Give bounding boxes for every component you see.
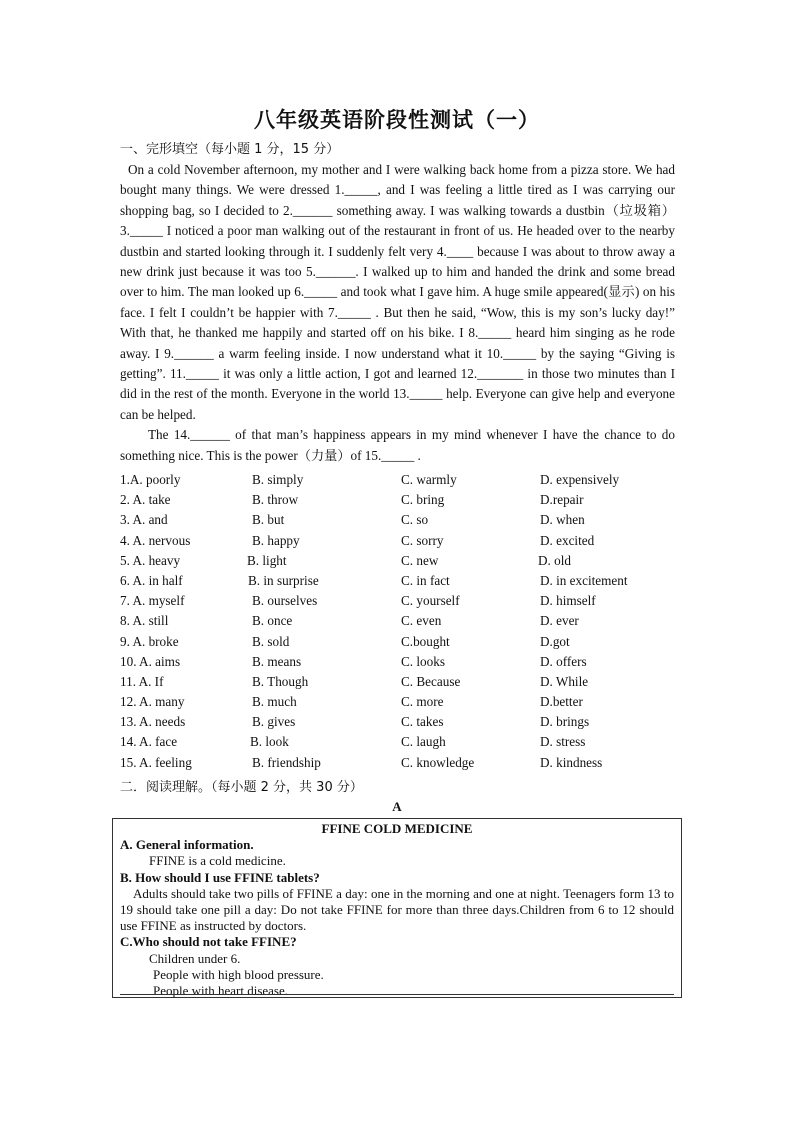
passage-paragraph-1: On a cold November afternoon, my mother and I were walking back home from a pizza store. We had bought many things. We were dressed 1._____, and I was feeling a little tired as I was carrying our shopping bag, so I decided to 2.______ something away. I was walking towards a dustbin（垃圾箱）3._____ I noticed a poor man walking out of the restaurant in front of us. He headed over to the nearby dustbin and started looking through it. I suddenly felt very 4.____ because I was about to throw away a new drink just because it was too 5.______. I walked up to him and handed the drink and some bread over to him. The man looked up 6._____ and took what I gave him. A huge smile appeared(显示) on his face. I felt I couldn’t be happier with 7._____ . But then he said, “Wow, this is my son’s lucky day!” With that, he thanked me happily and started off on his bike. I 8._____ heard him singing as he rode away. I 9.______ a warm feeling inside. I now understand what it 10._____ by the saying “Giving is getting”. 11._____ it was only a little action, I got and learned 12._______ in those two minutes than I did in the rest of the month. Everyone in the world 13._____ help. Everyone can give help and everyone can be helped. xyxy=(120,162,675,422)
option-row xyxy=(120,551,680,571)
option-d: D.repair xyxy=(540,492,584,508)
option-row xyxy=(120,510,680,530)
option-row xyxy=(120,632,680,652)
option-a: 4. A. nervous xyxy=(120,532,191,548)
notice-heading-c: C.Who should not take FFINE? xyxy=(120,934,297,950)
option-d: D. himself xyxy=(540,593,596,609)
option-b: B. in surprise xyxy=(248,572,319,588)
option-b: B. light xyxy=(247,552,287,568)
option-c: C. even xyxy=(401,613,442,629)
part-label: A xyxy=(392,799,402,814)
option-b: B. friendship xyxy=(252,754,321,770)
option-a: 14. A. face xyxy=(120,734,178,750)
option-a: 8. A. still xyxy=(120,613,169,629)
notice-item: Children under 6. xyxy=(149,950,241,966)
option-c: C. yourself xyxy=(401,593,460,609)
option-b: B. Though xyxy=(252,673,309,689)
option-c: C. warmly xyxy=(401,472,457,487)
option-c: C.bought xyxy=(401,633,450,649)
option-b: B. simply xyxy=(252,472,304,487)
option-a: 13. A. needs xyxy=(120,714,186,730)
option-d: D. when xyxy=(540,512,585,528)
option-a: 5. A. heavy xyxy=(120,552,181,568)
option-c: C. more xyxy=(401,694,444,710)
option-b: B. but xyxy=(252,512,285,528)
option-d: D.better xyxy=(540,694,583,710)
option-d: D. stress xyxy=(540,734,586,750)
option-row xyxy=(120,531,680,551)
option-row xyxy=(120,712,680,732)
option-d: D. kindness xyxy=(540,754,603,770)
option-b: B. once xyxy=(252,613,293,629)
option-d: D. excited xyxy=(540,532,595,548)
option-row xyxy=(120,571,680,591)
passage-paragraph-2: The 14.______ of that man’s happiness appears in my mind whenever I have the chance to do something nice. This is the power（力量）of 15._____ . xyxy=(120,427,675,463)
notice-item: People with high blood pressure. xyxy=(153,966,324,982)
section-1-heading: 一、完形填空（每小题 1 分，15 分） xyxy=(120,142,340,157)
option-c: C. so xyxy=(401,512,429,528)
option-row xyxy=(120,652,680,672)
option-c: C. bring xyxy=(401,492,445,508)
option-b: B. ourselves xyxy=(252,593,318,609)
page-title: 八年级英语阶段性测试（一） xyxy=(254,108,540,132)
option-d: D. old xyxy=(538,552,571,568)
option-b: B. gives xyxy=(252,714,296,730)
option-c: C. new xyxy=(401,552,439,568)
option-a: 3. A. and xyxy=(120,512,168,528)
option-d: D. brings xyxy=(540,714,590,730)
option-a: 15. A. feeling xyxy=(120,754,192,770)
option-c: C. looks xyxy=(401,653,445,669)
cloze-passage xyxy=(120,160,675,466)
option-c: C. Because xyxy=(401,673,461,689)
option-a: 2. A. take xyxy=(120,492,171,508)
option-d: D. expensively xyxy=(540,472,620,487)
option-d: D.got xyxy=(540,633,570,649)
option-a: 7. A. myself xyxy=(120,593,185,609)
option-b: B. means xyxy=(252,653,302,669)
option-a: 12. A. many xyxy=(120,694,185,710)
medicine-notice xyxy=(112,818,682,998)
option-b: B. throw xyxy=(252,492,299,508)
option-row xyxy=(120,732,680,752)
option-c: C. sorry xyxy=(401,532,444,548)
option-row xyxy=(120,672,680,692)
option-a: 10. A. aims xyxy=(120,653,181,669)
option-row xyxy=(120,753,680,773)
option-a: 1.A. poorly xyxy=(120,472,181,487)
option-row xyxy=(120,611,680,631)
option-row xyxy=(120,470,680,490)
option-c: C. in fact xyxy=(401,572,450,588)
notice-heading-b: B. How should I use FFINE tablets? xyxy=(120,869,320,885)
notice-title: FFINE COLD MEDICINE xyxy=(321,821,473,836)
section-2-heading: 二．阅读理解。（每小题 2 分，共 30 分） xyxy=(120,780,363,795)
option-b: B. look xyxy=(250,734,289,750)
option-b: B. much xyxy=(252,694,297,710)
notice-bottom-rule xyxy=(120,994,674,995)
option-d: D. offers xyxy=(540,653,587,669)
option-c: C. takes xyxy=(401,714,444,730)
option-a: 6. A. in half xyxy=(120,572,183,588)
option-c: C. knowledge xyxy=(401,754,475,770)
option-c: C. laugh xyxy=(401,734,446,750)
notice-usage-text: Adults should take two pills of FFINE a day: one in the morning and one at night. Teenagers form 13 to 19 should take one pill a day: Do not take FFINE for more than three days.Children from 6 to 12 should use FFINE as instructed by doctors. xyxy=(120,885,674,934)
option-b: B. happy xyxy=(252,532,300,548)
option-d: D. ever xyxy=(540,613,579,629)
notice-heading-a: A. General information. xyxy=(120,837,254,853)
options-list xyxy=(120,470,680,773)
notice-general-text: FFINE is a cold medicine. xyxy=(149,853,286,869)
option-row xyxy=(120,692,680,712)
option-b: B. sold xyxy=(252,633,290,649)
option-d: D. While xyxy=(540,673,589,689)
option-row xyxy=(120,490,680,510)
option-a: 11. A. If xyxy=(120,673,164,689)
option-a: 9. A. broke xyxy=(120,633,179,649)
option-row xyxy=(120,591,680,611)
option-d: D. in excitement xyxy=(540,572,628,588)
notice-item: People with heart disease. xyxy=(153,983,289,999)
